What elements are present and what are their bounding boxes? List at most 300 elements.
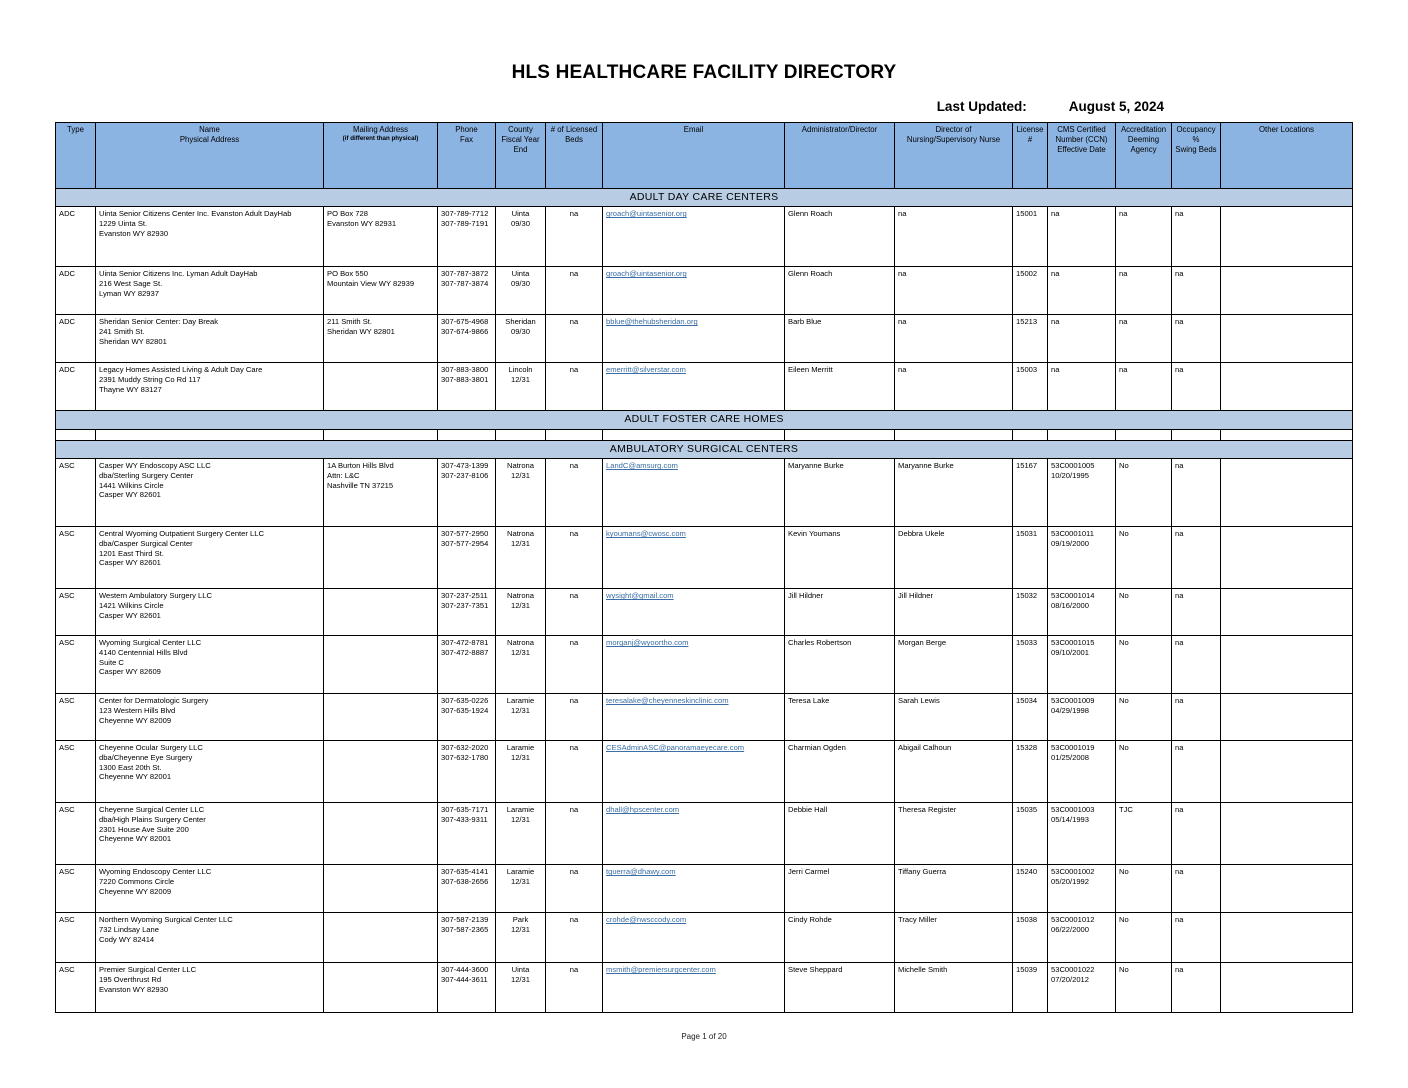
empty-cell [1048, 429, 1116, 440]
cell-ccn [1048, 459, 1116, 527]
cell-line: 09/19/2000 [1051, 539, 1090, 549]
last-updated-value: August 5, 2024 [1068, 99, 1164, 114]
cell-occupancy: na [1172, 865, 1221, 913]
cell-county-fye [496, 207, 546, 267]
cell-line: 53C0001015 [1051, 638, 1095, 648]
cell-license-number: 15167 [1013, 459, 1048, 527]
section-heading-row [56, 440, 1353, 458]
cell-email[interactable] [603, 694, 785, 741]
cell-line: Legacy Homes Assisted Living & Adult Day Care [99, 365, 263, 375]
empty-cell [1221, 429, 1353, 440]
column-header-license-line1: License [1016, 125, 1044, 134]
cell-line: 307-444-3600 [441, 965, 489, 975]
cell-phone-fax [438, 741, 496, 803]
cell-license-number: 15001 [1013, 207, 1048, 267]
cell-line: 307-787-3874 [441, 279, 489, 289]
column-header-accreditation-line1: Accreditation [1120, 125, 1167, 134]
cell-licensed-beds: na [546, 913, 603, 963]
cell-occupancy: na [1172, 589, 1221, 636]
cell-name-address [96, 803, 324, 865]
table-row [56, 741, 1353, 803]
cell-accreditation: No [1116, 589, 1172, 636]
cell-line: 53C0001014 [1051, 591, 1095, 601]
email-link[interactable]: msmith@premiersurgcenter.com [606, 965, 716, 975]
empty-cell [785, 429, 895, 440]
cell-email[interactable] [603, 459, 785, 527]
empty-cell [603, 429, 785, 440]
cell-line: Uinta [511, 209, 530, 219]
empty-cell [546, 429, 603, 440]
cell-line: 12/31 [510, 975, 530, 985]
column-header-name-line2: Physical Address [179, 134, 240, 144]
cell-type: ASC [56, 527, 96, 589]
cell-line: Cheyenne WY 82001 [99, 772, 172, 782]
email-link[interactable]: teresalake@cheyenneskinclinic.com [606, 696, 729, 706]
cell-name-address [96, 741, 324, 803]
cell-line: Center for Dermatologic Surgery [99, 696, 209, 706]
cell-line: Natrona [506, 461, 535, 471]
cell-line: 53C0001005 [1051, 461, 1095, 471]
cell-line: dba/Cheyenne Eye Surgery [99, 753, 193, 763]
empty-cell [1013, 429, 1048, 440]
column-header-occupancy-line1: Occupancy [1176, 125, 1216, 134]
cell-type: ASC [56, 865, 96, 913]
cell-director-of-nursing: Tiffany Guerra [895, 865, 1013, 913]
cell-line: Sheridan [505, 317, 536, 327]
cell-phone-fax [438, 865, 496, 913]
cell-mailing-address [324, 459, 438, 527]
column-header-county-line3: End [513, 144, 528, 154]
cell-mailing-address [324, 207, 438, 267]
cell-other-locations [1221, 363, 1353, 411]
cell-licensed-beds: na [546, 803, 603, 865]
cell-line: Casper WY Endoscopy ASC LLC [99, 461, 211, 471]
cell-director-of-nursing: Tracy Miller [895, 913, 1013, 963]
column-header-phone-line2: Fax [460, 134, 473, 144]
cell-county-fye [496, 803, 546, 865]
cell-line: Premier Surgical Center LLC [99, 965, 197, 975]
cell-line: 307-675-4968 [441, 317, 489, 327]
cell-line: Uinta Senior Citizens Inc. Lyman Adult DayHab [99, 269, 258, 279]
cell-occupancy: na [1172, 363, 1221, 411]
column-header-occupancy [1172, 123, 1221, 189]
email-link[interactable]: tguerra@dhawy.com [606, 867, 676, 877]
cell-line: 08/16/2000 [1051, 601, 1090, 611]
email-link[interactable]: groach@uintasenior.org [606, 209, 687, 219]
table-row [56, 589, 1353, 636]
cell-line: 307-635-1924 [441, 706, 489, 716]
cell-name-address [96, 315, 324, 363]
section-heading-0: ADULT DAY CARE CENTERS [56, 189, 1353, 207]
empty-cell [1172, 429, 1221, 440]
empty-cell [496, 429, 546, 440]
column-header-licensed-beds [546, 123, 603, 189]
cell-phone-fax [438, 207, 496, 267]
cell-name-address [96, 694, 324, 741]
cell-line: 307-472-8887 [441, 648, 489, 658]
cell-line: Laramie [506, 805, 535, 815]
cell-mailing-address [324, 865, 438, 913]
email-link[interactable]: kyoumans@cwosc.com [606, 529, 686, 539]
column-header-type-label: Type [67, 125, 84, 134]
cell-director-of-nursing: Morgan Berge [895, 636, 1013, 694]
cell-line: 307-237-2511 [441, 591, 488, 601]
cell-mailing-address [324, 913, 438, 963]
cell-line: Western Ambulatory Surgery LLC [99, 591, 212, 601]
cell-line: dba/Sterling Surgery Center [99, 471, 194, 481]
column-header-mailing-line2: (if different than physical) [342, 134, 419, 142]
cell-line: Wyoming Surgical Center LLC [99, 638, 202, 648]
cell-type: ASC [56, 741, 96, 803]
cell-line: 732 Lindsay Lane [99, 925, 159, 935]
cell-line: Cheyenne Ocular Surgery LLC [99, 743, 203, 753]
cell-line: 53C0001019 [1051, 743, 1095, 753]
cell-other-locations [1221, 459, 1353, 527]
cell-line: Lyman WY 82937 [99, 288, 159, 298]
email-link[interactable]: morganj@wyoortho.com [606, 638, 689, 648]
cell-line: 211 Smith St. [327, 317, 373, 327]
cell-line: 307-577-2954 [441, 539, 489, 549]
cell-line: 307-787-3872 [441, 269, 489, 279]
cell-accreditation: No [1116, 694, 1172, 741]
cell-line: 06/22/2000 [1051, 925, 1090, 935]
cell-administrator: Jerri Carmel [785, 865, 895, 913]
table-body [56, 189, 1353, 1013]
cell-line: 307-632-2020 [441, 743, 489, 753]
cell-county-fye [496, 267, 546, 315]
cell-email[interactable] [603, 207, 785, 267]
cell-line: Uinta Senior Citizens Center Inc. Evanston Adult DayHab [99, 209, 292, 219]
cell-line: 307-433-9311 [441, 815, 488, 825]
cell-occupancy: na [1172, 459, 1221, 527]
cell-name-address [96, 589, 324, 636]
cell-line: 307-473-1399 [441, 461, 489, 471]
cell-other-locations [1221, 589, 1353, 636]
cell-line: 241 Smith St. [99, 327, 145, 337]
cell-name-address [96, 963, 324, 1013]
cell-phone-fax [438, 589, 496, 636]
empty-cell [324, 429, 438, 440]
cell-administrator: Cindy Rohde [785, 913, 895, 963]
cell-county-fye [496, 636, 546, 694]
cell-line: Nashville TN 37215 [327, 480, 394, 490]
cell-type: ASC [56, 913, 96, 963]
cell-county-fye [496, 363, 546, 411]
cell-line: 1A Burton Hills Blvd [327, 461, 394, 471]
cell-license-number: 15213 [1013, 315, 1048, 363]
cell-email[interactable] [603, 527, 785, 589]
cell-administrator: Eileen Merritt [785, 363, 895, 411]
column-header-county-fye [496, 123, 546, 189]
cell-email[interactable] [603, 741, 785, 803]
cell-ccn [1048, 527, 1116, 589]
cell-line: 12/31 [510, 471, 530, 481]
cell-line: na [1051, 317, 1060, 327]
email-link[interactable]: CESAdminASC@panoramaeyecare.com [606, 743, 745, 753]
cell-line: 307-635-4141 [441, 867, 489, 877]
last-updated-label: Last Updated: [936, 99, 1027, 114]
column-header-license-number [1013, 123, 1048, 189]
cell-phone-fax [438, 963, 496, 1013]
cell-line: Casper WY 82609 [99, 667, 161, 677]
cell-line: 307-472-8781 [441, 638, 489, 648]
empty-cell [1116, 429, 1172, 440]
cell-line: Sheridan Senior Center: Day Break [99, 317, 219, 327]
cell-mailing-address [324, 963, 438, 1013]
cell-occupancy: na [1172, 315, 1221, 363]
column-header-license-line2: # [1027, 134, 1033, 144]
email-link[interactable]: crohde@nwsccody.com [606, 915, 687, 925]
column-header-name [96, 123, 324, 189]
cell-occupancy: na [1172, 527, 1221, 589]
cell-line: na [1051, 269, 1060, 279]
cell-ccn [1048, 803, 1116, 865]
cell-line: Evanston WY 82930 [99, 228, 169, 238]
cell-phone-fax [438, 636, 496, 694]
cell-type: ADC [56, 207, 96, 267]
cell-line: 307-587-2365 [441, 925, 489, 935]
cell-line: 12/31 [510, 706, 530, 716]
last-updated [0, 99, 1408, 114]
cell-line: Mountain View WY 82939 [327, 279, 415, 289]
column-header-ccn-line3: Effective Date [1057, 144, 1106, 154]
table-row [56, 636, 1353, 694]
cell-ccn [1048, 363, 1116, 411]
cell-ccn [1048, 865, 1116, 913]
cell-license-number: 15039 [1013, 963, 1048, 1013]
column-header-administrator [785, 123, 895, 189]
cell-line: Natrona [506, 591, 535, 601]
section-heading-row [56, 189, 1353, 207]
cell-type: ASC [56, 589, 96, 636]
cell-other-locations [1221, 913, 1353, 963]
cell-line: Suite C [99, 657, 124, 667]
table-row [56, 459, 1353, 527]
column-header-mailing-address [324, 123, 438, 189]
cell-license-number: 15328 [1013, 741, 1048, 803]
cell-accreditation: No [1116, 636, 1172, 694]
cell-license-number: 15240 [1013, 865, 1048, 913]
cell-mailing-address [324, 363, 438, 411]
cell-ccn [1048, 589, 1116, 636]
cell-administrator: Steve Sheppard [785, 963, 895, 1013]
cell-licensed-beds: na [546, 963, 603, 1013]
cell-line: 12/31 [510, 601, 530, 611]
email-link[interactable]: bblue@thehubsheridan.org [606, 317, 698, 327]
table-row [56, 267, 1353, 315]
cell-licensed-beds: na [546, 741, 603, 803]
column-header-accreditation-line3: Agency [1130, 144, 1157, 154]
column-header-beds-line1: # of Licensed [550, 125, 598, 134]
column-header-type [56, 123, 96, 189]
cell-county-fye [496, 963, 546, 1013]
cell-phone-fax [438, 267, 496, 315]
table-header [56, 123, 1353, 189]
cell-ccn [1048, 963, 1116, 1013]
table-row [56, 527, 1353, 589]
cell-county-fye [496, 913, 546, 963]
cell-line: 307-635-7171 [441, 805, 489, 815]
cell-other-locations [1221, 527, 1353, 589]
cell-other-locations [1221, 267, 1353, 315]
column-header-administrator-label: Administrator/Director [801, 125, 878, 134]
cell-mailing-address [324, 803, 438, 865]
cell-email[interactable] [603, 267, 785, 315]
cell-name-address [96, 267, 324, 315]
column-header-beds-line2: Beds [565, 134, 583, 144]
cell-line: 307-632-1780 [441, 753, 489, 763]
cell-line: Central Wyoming Outpatient Surgery Center LLC [99, 529, 264, 539]
cell-other-locations [1221, 207, 1353, 267]
cell-line: Uinta [511, 269, 530, 279]
column-header-county-line2: Fiscal Year [501, 134, 540, 144]
facility-directory-table [55, 122, 1353, 1013]
cell-line: 307-883-3801 [441, 375, 489, 385]
cell-line: 53C0001009 [1051, 696, 1095, 706]
cell-email[interactable] [603, 865, 785, 913]
cell-license-number: 15033 [1013, 636, 1048, 694]
cell-name-address [96, 865, 324, 913]
column-header-occupancy-line2: % [1192, 134, 1200, 144]
cell-line: na [1051, 209, 1060, 219]
cell-email[interactable] [603, 315, 785, 363]
cell-accreditation: na [1116, 315, 1172, 363]
cell-licensed-beds: na [546, 207, 603, 267]
cell-name-address [96, 913, 324, 963]
cell-accreditation: No [1116, 459, 1172, 527]
cell-line: 04/29/1998 [1051, 706, 1090, 716]
cell-licensed-beds: na [546, 636, 603, 694]
cell-line: 53C0001012 [1051, 915, 1095, 925]
email-link[interactable]: LandC@amsurg.com [606, 461, 678, 471]
cell-email[interactable] [603, 636, 785, 694]
cell-line: Cheyenne WY 82001 [99, 834, 172, 844]
cell-line: dba/Casper Surgical Center [99, 539, 193, 549]
cell-licensed-beds: na [546, 315, 603, 363]
cell-mailing-address [324, 636, 438, 694]
cell-line: PO Box 550 [327, 269, 368, 279]
cell-director-of-nursing: Maryanne Burke [895, 459, 1013, 527]
cell-administrator: Charmian Ogden [785, 741, 895, 803]
cell-line: Casper WY 82601 [99, 558, 161, 568]
cell-line: 05/14/1993 [1051, 815, 1090, 825]
cell-line: Northern Wyoming Surgical Center LLC [99, 915, 233, 925]
column-header-accreditation [1116, 123, 1172, 189]
cell-line: 307-883-3800 [441, 365, 489, 375]
column-header-occupancy-line3: Swing Beds [1175, 144, 1217, 154]
cell-line: Sheridan WY 82801 [327, 327, 395, 337]
cell-administrator: Teresa Lake [785, 694, 895, 741]
table-row [56, 363, 1353, 411]
cell-line: 53C0001011 [1051, 529, 1094, 539]
cell-licensed-beds: na [546, 363, 603, 411]
column-header-phone-line1: Phone [455, 125, 478, 134]
cell-line: Lincoln [508, 365, 533, 375]
cell-line: 12/31 [510, 375, 530, 385]
cell-accreditation: na [1116, 363, 1172, 411]
cell-email[interactable] [603, 589, 785, 636]
email-link[interactable]: groach@uintasenior.org [606, 269, 687, 279]
cell-accreditation: No [1116, 963, 1172, 1013]
cell-other-locations [1221, 803, 1353, 865]
cell-mailing-address [324, 589, 438, 636]
cell-licensed-beds: na [546, 589, 603, 636]
cell-line: Uinta [511, 965, 530, 975]
cell-county-fye [496, 459, 546, 527]
cell-line: 1229 Uinta St. [99, 219, 148, 229]
column-header-other-locations-label: Other Locations [1258, 125, 1315, 134]
cell-line: Laramie [506, 743, 535, 753]
cell-line: Natrona [506, 638, 535, 648]
cell-administrator: Maryanne Burke [785, 459, 895, 527]
cell-phone-fax [438, 527, 496, 589]
cell-occupancy: na [1172, 267, 1221, 315]
cell-name-address [96, 527, 324, 589]
cell-accreditation: No [1116, 527, 1172, 589]
cell-email[interactable] [603, 803, 785, 865]
cell-line: 7220 Commons Circle [99, 877, 175, 887]
cell-mailing-address [324, 741, 438, 803]
cell-line: 12/31 [510, 925, 530, 935]
email-link[interactable]: emerritt@silverstar.com [606, 365, 686, 375]
cell-type: ASC [56, 803, 96, 865]
email-link[interactable]: dhall@hpscenter.com [606, 805, 680, 815]
cell-mailing-address [324, 694, 438, 741]
cell-email[interactable] [603, 913, 785, 963]
cell-administrator: Kevin Youmans [785, 527, 895, 589]
cell-licensed-beds: na [546, 459, 603, 527]
cell-line: Laramie [506, 696, 535, 706]
email-link[interactable]: wysight@gmail.com [606, 591, 674, 601]
cell-ccn [1048, 207, 1116, 267]
cell-county-fye [496, 741, 546, 803]
cell-mailing-address [324, 315, 438, 363]
cell-accreditation: No [1116, 865, 1172, 913]
cell-line: Cheyenne Surgical Center LLC [99, 805, 205, 815]
header-row [56, 123, 1353, 189]
cell-county-fye [496, 694, 546, 741]
cell-phone-fax [438, 315, 496, 363]
table-row [56, 865, 1353, 913]
column-header-accreditation-line2: Deeming [1127, 134, 1160, 144]
cell-line: Natrona [506, 529, 535, 539]
cell-email[interactable] [603, 363, 785, 411]
cell-email[interactable] [603, 963, 785, 1013]
cell-occupancy: na [1172, 207, 1221, 267]
cell-type: ASC [56, 963, 96, 1013]
cell-line: 12/31 [510, 539, 530, 549]
page-footer: Page 1 of 20 [681, 1032, 727, 1041]
cell-other-locations [1221, 694, 1353, 741]
table-row [56, 694, 1353, 741]
cell-ccn [1048, 315, 1116, 363]
cell-license-number: 15038 [1013, 913, 1048, 963]
cell-county-fye [496, 315, 546, 363]
cell-phone-fax [438, 694, 496, 741]
cell-line: na [1051, 365, 1060, 375]
cell-line: 53C0001002 [1051, 867, 1095, 877]
cell-line: Cheyenne WY 82009 [99, 886, 172, 896]
empty-cell [56, 429, 96, 440]
cell-ccn [1048, 741, 1116, 803]
empty-cell [438, 429, 496, 440]
cell-line: 2391 Muddy String Co Rd 117 [99, 375, 201, 385]
cell-line: PO Box 728 [327, 209, 368, 219]
cell-name-address [96, 636, 324, 694]
cell-license-number: 15031 [1013, 527, 1048, 589]
cell-line: Casper WY 82601 [99, 610, 161, 620]
cell-director-of-nursing: Jill Hildner [895, 589, 1013, 636]
